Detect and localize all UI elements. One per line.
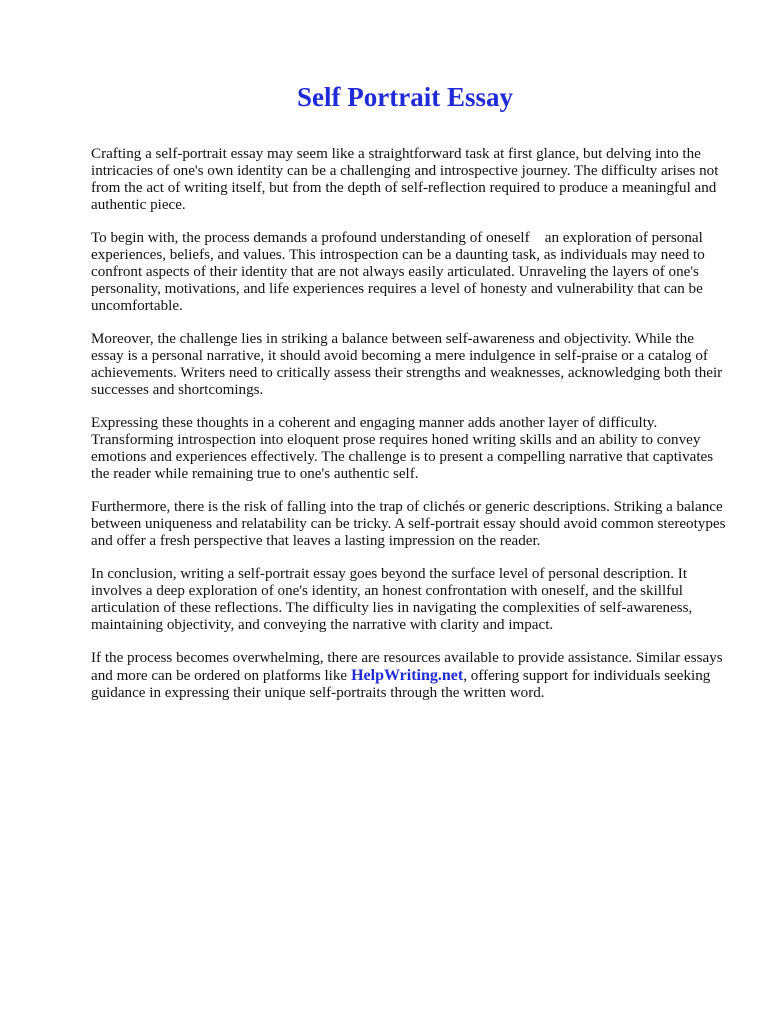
essay-body (91, 146, 727, 718)
paragraph-7 (91, 650, 727, 702)
paragraph-5: Furthermore, there is the risk of falling into the trap of clichés or generic descriptions. Striking a balance between uniqueness and relatability can be tricky. A self-portrait essay should avoid common stereotypes and offer a fresh perspective that leaves a lasting impression on the reader. (91, 499, 726, 549)
paragraph-3: Moreover, the challenge lies in striking a balance between self-awareness and objectivity. While the essay is a personal narrative, it should avoid becoming a mere indulgence in self-praise or a catalog of achievements. Writers need to critically assess their strengths and weaknesses, acknowledging both their successes and shortcomings. (91, 331, 723, 398)
page-title: Self Portrait Essay (297, 82, 513, 112)
paragraph-2: To begin with, the process demands a profound understanding of oneself an exploration of personal experiences, beliefs, and values. This introspection can be a daunting task, as individuals may need to confront aspects of their identity that are not always easily articulated. Unraveling the layers of one's personality, motivations, and life experiences requires a level of honesty and vulnerability that can be uncomfortable. (91, 230, 709, 314)
paragraph-6: In conclusion, writing a self-portrait essay goes beyond the surface level of personal description. It involves a deep exploration of one's identity, an honest confrontation with oneself, and the skillful articulation of these reflections. The difficulty lies in navigating the complexities of self-awareness, maintaining objectivity, and conveying the narrative with clarity and impact. (91, 566, 693, 633)
paragraph-4: Expressing these thoughts in a coherent and engaging manner adds another layer of difficulty. Transforming introspection into eloquent prose requires honed writing skills and an ability to convey emotions and experiences effectively. The challenge is to present a compelling narrative that captivates the reader while remaining true to one's authentic self. (91, 415, 714, 482)
paragraph-7-text-after: , offering support for individuals seeking guidance in expressing their unique self-portraits through the written word. (91, 668, 711, 701)
helpwriting-link[interactable]: HelpWriting.net (351, 667, 464, 684)
paragraph-1: Crafting a self-portrait essay may seem like a straightforward task at first glance, but delving into the intricacies of one's own identity can be a challenging and introspective journey. The difficulty arises not from the act of writing itself, but from the depth of self-reflection required to produce a meaningful and authentic piece. (91, 146, 719, 213)
paragraph-7-text-before: If the process becomes overwhelming, there are resources available to provide assistance. Similar essays and more can be ordered on platforms like (91, 650, 723, 684)
